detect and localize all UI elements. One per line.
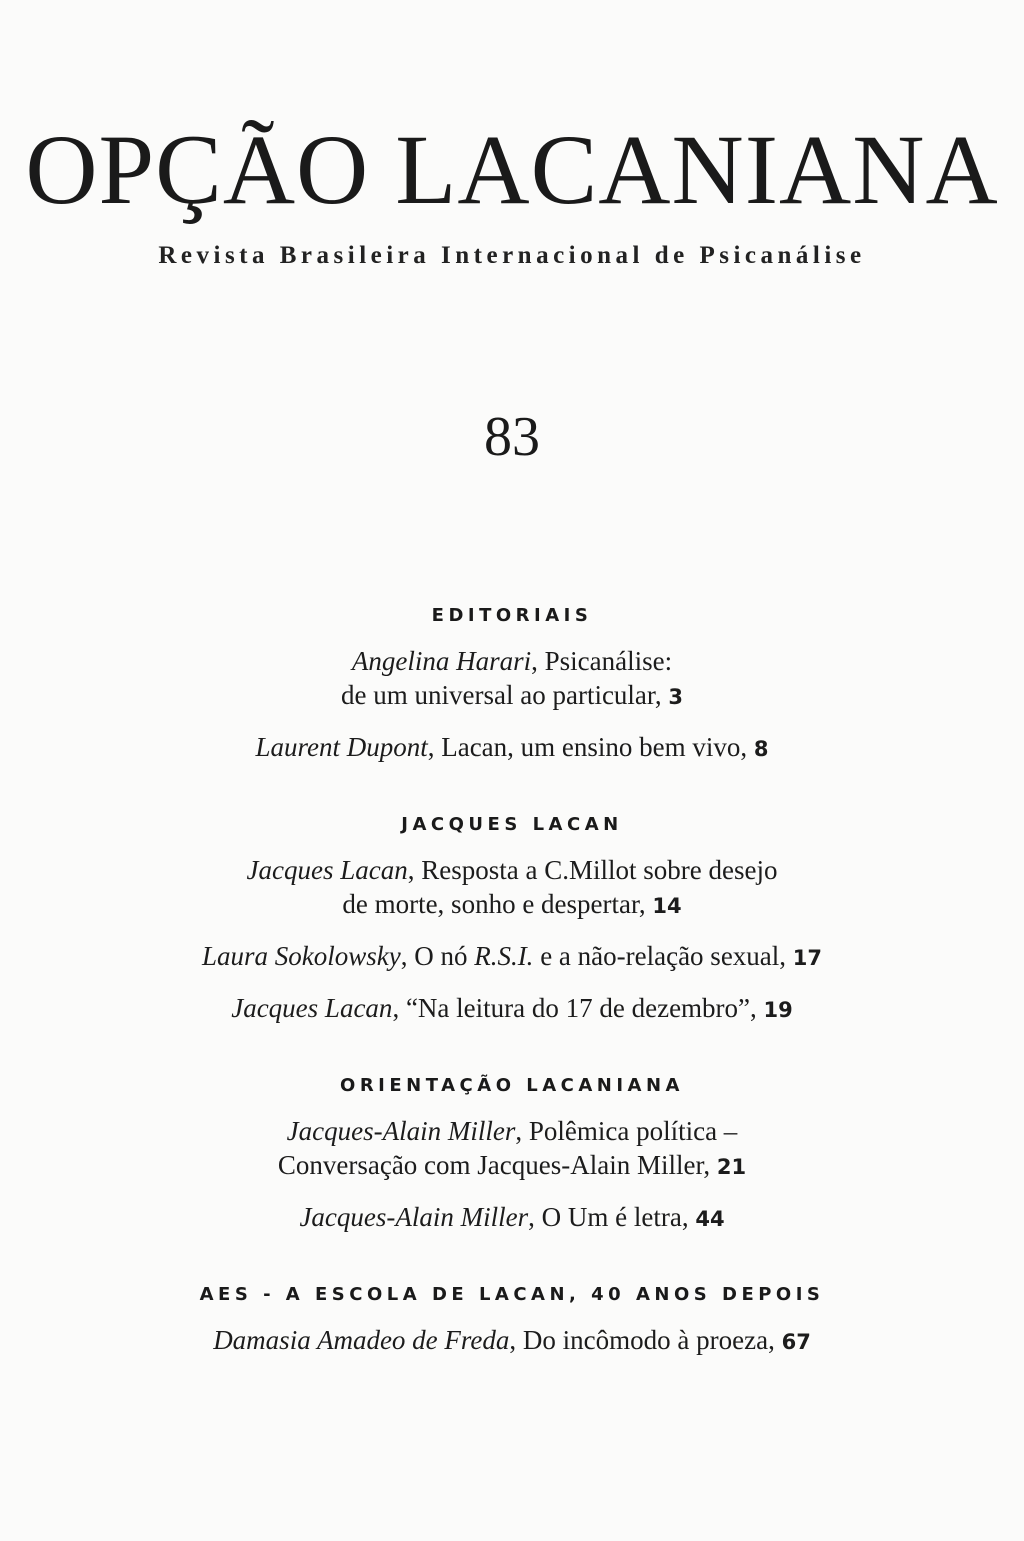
toc-entry: Laura Sokolowsky, O nó R.S.I. e a não-relação sexual, 17	[201, 941, 823, 971]
entry-title-italic: R.S.I.	[474, 941, 534, 971]
entry-title: O Um é letra,	[541, 1202, 689, 1232]
entry-author: Jacques Lacan	[231, 993, 393, 1023]
entry-page: 3	[668, 685, 683, 709]
section-heading: ORIENTAÇÃO LACANIANA	[340, 1075, 684, 1096]
toc-entry: Jacques Lacan, “Na leitura do 17 de dezembro”, 19	[231, 993, 793, 1023]
entry-title: Do incômodo à proeza,	[522, 1325, 775, 1355]
masthead	[0, 114, 1024, 270]
entry-title: O nó	[414, 941, 468, 971]
entry-title: Polêmica política –	[528, 1116, 738, 1146]
section-aes	[0, 1284, 1024, 1359]
journal-title: OPÇÃO LACANIANA	[25, 114, 999, 225]
section-jacques-lacan	[0, 814, 1024, 1027]
entry-author: Laura Sokolowsky	[201, 941, 401, 971]
entry-author: Laurent Dupont	[255, 732, 428, 762]
section-heading: EDITORIAIS	[431, 605, 593, 626]
entry-page: 44	[695, 1207, 725, 1231]
entry-author: Damasia Amadeo de Freda	[213, 1325, 510, 1355]
section-orientacao-lacaniana	[0, 1075, 1024, 1236]
toc-entry: Jacques Lacan, Resposta a C.Millot sobre desejo de morte, sonho e despertar, 14	[246, 855, 778, 919]
toc-entry: Jacques-Alain Miller, O Um é letra, 44	[299, 1202, 725, 1232]
entry-title: Resposta a C.Millot sobre desejo	[421, 855, 778, 885]
section-heading: JACQUES LACAN	[401, 814, 623, 835]
journal-subtitle: Revista Brasileira Internacional de Psicanálise	[158, 242, 866, 269]
toc-entry: Jacques-Alain Miller, Polêmica política – Conversação com Jacques-Alain Miller, 21	[277, 1116, 747, 1180]
entry-page: 17	[792, 946, 823, 970]
entry-title-cont: de morte, sonho e despertar,	[342, 889, 646, 919]
issue-number: 83	[484, 406, 540, 468]
entry-title: Lacan, um ensino bem vivo,	[441, 732, 748, 762]
entry-page: 21	[716, 1155, 747, 1179]
section-editoriais	[0, 605, 1024, 766]
entry-title-cont: e a não-relação sexual,	[540, 941, 787, 971]
section-heading: AES - A ESCOLA DE LACAN, 40 ANOS DEPOIS	[199, 1284, 825, 1305]
entry-page: 14	[652, 894, 682, 918]
entry-title-cont: de um universal ao particular,	[341, 680, 662, 710]
entry-author: Jacques-Alain Miller	[299, 1202, 529, 1232]
entry-title: Psicanálise:	[544, 646, 673, 676]
entry-page: 19	[763, 998, 793, 1022]
entry-title: “Na leitura do 17 de dezembro”,	[405, 993, 757, 1023]
entry-page: 8	[753, 737, 769, 761]
toc-entry: Laurent Dupont, Lacan, um ensino bem vivo, 8	[255, 732, 769, 762]
entry-author: Jacques Lacan	[246, 855, 408, 885]
toc-entry: Angelina Harari, Psicanálise: de um universal ao particular, 3	[341, 646, 683, 710]
entry-title-cont: Conversação com Jacques-Alain Miller,	[277, 1150, 711, 1180]
entry-author: Jacques-Alain Miller	[286, 1116, 516, 1146]
entry-page: 67	[781, 1330, 811, 1354]
table-of-contents	[0, 605, 1024, 1407]
entry-author: Angelina Harari	[351, 646, 532, 676]
toc-entry: Damasia Amadeo de Freda, Do incômodo à proeza, 67	[213, 1325, 811, 1355]
